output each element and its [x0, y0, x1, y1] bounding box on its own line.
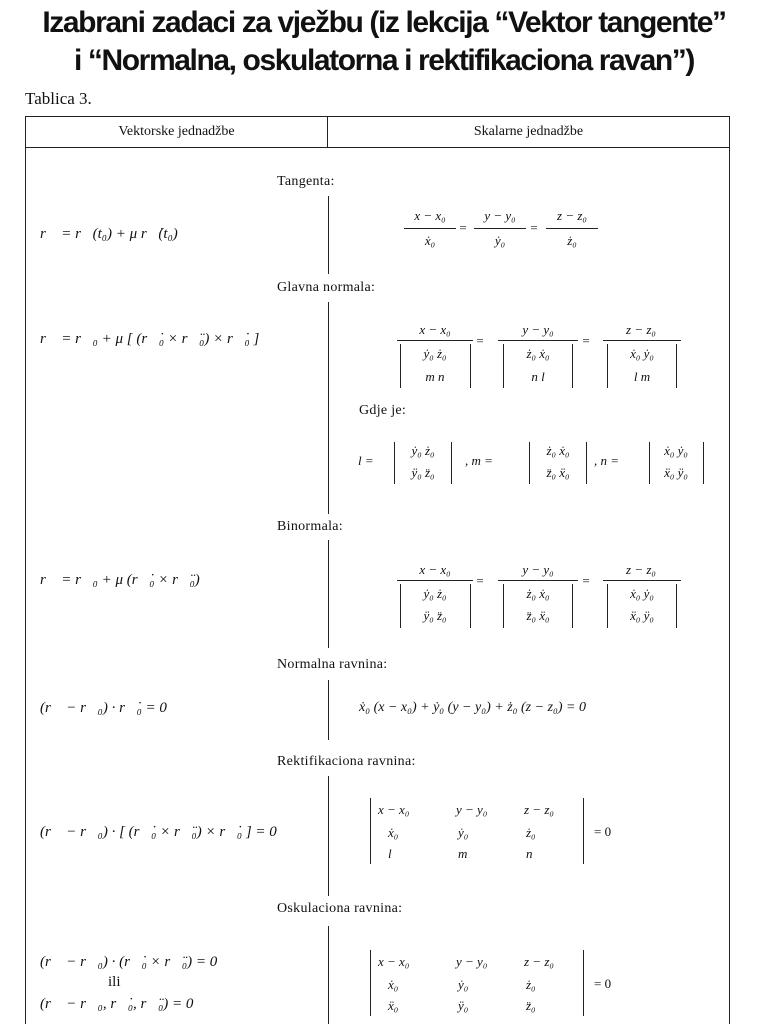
- table-caption: Tablica 3.: [25, 89, 92, 108]
- vector-eq-normalna-ravnina: (r⃗ − r⃗₀) · r⃗̇₀ = 0: [40, 700, 167, 716]
- equals-zero: = 0: [594, 824, 612, 839]
- fraction-bar: [397, 340, 473, 341]
- det-cell: ẋ₀: [388, 977, 399, 992]
- det-cell: z − z₀: [524, 954, 554, 969]
- det-row: ÿ₀ z̈₀: [423, 608, 447, 623]
- num-z: z − z₀: [557, 208, 587, 223]
- det-cell: z − z₀: [524, 802, 554, 817]
- section-label-normalna-ravnina: Normalna ravnina:: [277, 657, 388, 672]
- det-cell: x − x₀: [378, 954, 410, 969]
- fraction-bar: [474, 228, 526, 229]
- det-bar: [676, 344, 677, 388]
- den-z: ż₀: [567, 233, 577, 248]
- det-cell: ẋ₀: [388, 825, 399, 840]
- fraction-bar: [603, 580, 681, 581]
- fraction-bar: [546, 228, 598, 229]
- det-bar: [586, 442, 587, 484]
- equals-sign: =: [582, 573, 590, 588]
- column-divider-normalna: [328, 680, 329, 740]
- det-bar: [370, 798, 371, 864]
- det-cell: y − y₀: [456, 802, 488, 817]
- det-bar: [503, 584, 504, 628]
- den-x: ẋ₀: [424, 233, 436, 248]
- section-label-glavna-normala: Glavna normala:: [277, 280, 376, 295]
- det-bar: [572, 584, 573, 628]
- det-bar: [394, 442, 395, 484]
- l-label: l =: [358, 453, 374, 468]
- table-top-border: [25, 116, 730, 117]
- num-x: x − x₀: [414, 208, 446, 223]
- equals-sign: =: [530, 220, 538, 235]
- section-label-tangenta: Tangenta:: [277, 174, 335, 189]
- det-bar: [529, 442, 530, 484]
- table-right-border: [729, 116, 730, 1024]
- column-divider-glavna: [328, 302, 329, 514]
- den-y: ẏ₀: [494, 233, 506, 248]
- det-bar: [607, 344, 608, 388]
- vector-eq-binormala: r⃗ = r⃗₀ + μ (r⃗̇₀ × r⃗̈₀): [40, 572, 200, 588]
- det-bar: [503, 344, 504, 388]
- det-row: ẋ₀ ẏ₀: [630, 346, 654, 361]
- det-row: ż₀ ẋ₀: [546, 443, 570, 458]
- num-z: z − z₀: [626, 322, 656, 337]
- scalar-eq-normalna-ravnina: ẋ₀ (x − x₀) + ẏ₀ (y − y₀) + ż₀ (z − z₀) = 0: [359, 700, 586, 715]
- det-row: m n: [425, 369, 445, 384]
- det-cell: l: [388, 846, 392, 861]
- num-x: x − x₀: [419, 562, 451, 577]
- num-y: y − y₀: [522, 562, 554, 577]
- det-bar: [676, 584, 677, 628]
- det-cell: m: [458, 846, 468, 861]
- vector-eq-or: ili: [108, 974, 121, 990]
- det-row: ẍ₀ ÿ₀: [630, 608, 654, 623]
- vector-eq-rektifikaciona-ravnina: (r⃗ − r⃗₀) · [ (r⃗̇₀ × r⃗̈₀) × r⃗̇₀ ] = 0: [40, 824, 277, 840]
- det-row: ÿ₀ z̈₀: [411, 465, 435, 480]
- det-bar: [400, 584, 401, 628]
- det-row: z̈₀ ẍ₀: [546, 465, 570, 480]
- column-divider-oskulaciona: [328, 926, 329, 1024]
- equals-sign: =: [476, 573, 484, 588]
- table-left-border: [25, 116, 26, 1024]
- fraction-bar: [498, 580, 578, 581]
- fraction-bar: [397, 580, 473, 581]
- fraction-bar: [404, 228, 456, 229]
- det-row: l m: [633, 369, 651, 384]
- det-bar: [470, 344, 471, 388]
- column-divider-rektifikaciona: [328, 776, 329, 896]
- det-cell: ż₀: [526, 825, 536, 840]
- num-y: y − y₀: [484, 208, 516, 223]
- vector-eq-oskulaciona-alt: (r⃗ − r⃗₀, r⃗̇₀, r⃗̈₀) = 0: [40, 996, 194, 1012]
- det-row: n l: [531, 369, 545, 384]
- fraction-bar: [603, 340, 681, 341]
- det-row: ż₀ ẋ₀: [526, 346, 550, 361]
- det-bar: [703, 442, 704, 484]
- det-bar: [470, 584, 471, 628]
- n-label: , n =: [594, 453, 620, 468]
- where-label: Gdje je:: [359, 403, 407, 418]
- num-y: y − y₀: [522, 322, 554, 337]
- num-x: x − x₀: [419, 322, 451, 337]
- det-cell: y − y₀: [456, 954, 488, 969]
- det-cell: ẍ₀: [388, 998, 399, 1013]
- det-cell: ẏ₀: [458, 825, 469, 840]
- det-row: ẋ₀ ẏ₀: [664, 443, 688, 458]
- det-bar: [451, 442, 452, 484]
- det-row: ẏ₀ ż₀: [411, 443, 435, 458]
- det-row: ẏ₀ ż₀: [423, 346, 447, 361]
- det-row: z̈₀ ẍ₀: [526, 608, 550, 623]
- equals-sign: =: [459, 220, 467, 235]
- equals-sign: =: [582, 333, 590, 348]
- det-bar: [607, 584, 608, 628]
- column-header-scalar: Skalarne jednadžbe: [473, 124, 584, 139]
- section-label-oskulaciona-ravnina: Oskulaciona ravnina:: [277, 901, 403, 916]
- vector-eq-oskulaciona-ravnina: (r⃗ − r⃗₀) · (r⃗̇₀ × r⃗̈₀) = 0: [40, 954, 218, 970]
- vector-eq-tangenta: r⃗ = r⃗(t₀) + μ r⃗̇(t₀): [40, 226, 178, 242]
- det-row: ẋ₀ ẏ₀: [630, 586, 654, 601]
- section-label-binormala: Binormala:: [277, 519, 343, 534]
- det-row: ż₀ ẋ₀: [526, 586, 550, 601]
- det-cell: ẏ₀: [458, 977, 469, 992]
- section-label-rektifikaciona-ravnina: Rektifikaciona ravnina:: [277, 754, 416, 769]
- det-bar: [370, 950, 371, 1016]
- num-z: z − z₀: [626, 562, 656, 577]
- table-header-divider: [25, 147, 730, 148]
- vector-eq-glavna-normala: r⃗ = r⃗₀ + μ [ (r⃗̇₀ × r⃗̈₀) × r⃗̇₀ ]: [40, 331, 260, 347]
- det-cell: z̈₀: [526, 998, 536, 1013]
- column-header-vector: Vektorske jednadžbe: [118, 124, 235, 139]
- det-cell: n: [526, 846, 533, 861]
- det-bar: [400, 344, 401, 388]
- m-label: , m =: [465, 453, 493, 468]
- page-title-line-2: i “Normalna, oskulatorna i rektifikaciona ravan”): [74, 44, 694, 77]
- equals-zero: = 0: [594, 976, 612, 991]
- det-cell: ż₀: [526, 977, 536, 992]
- page-title-line-1: Izabrani zadaci za vježbu (iz lekcija “Vektor tangente”: [42, 6, 726, 39]
- equals-sign: =: [476, 333, 484, 348]
- det-row: ẏ₀ ż₀: [423, 586, 447, 601]
- det-cell: x − x₀: [378, 802, 410, 817]
- det-bar: [572, 344, 573, 388]
- column-divider-tangenta: [328, 196, 329, 274]
- fraction-bar: [498, 340, 578, 341]
- column-divider-binormala: [328, 540, 329, 648]
- det-cell: ÿ₀: [458, 998, 469, 1013]
- det-row: ẍ₀ ÿ₀: [664, 465, 688, 480]
